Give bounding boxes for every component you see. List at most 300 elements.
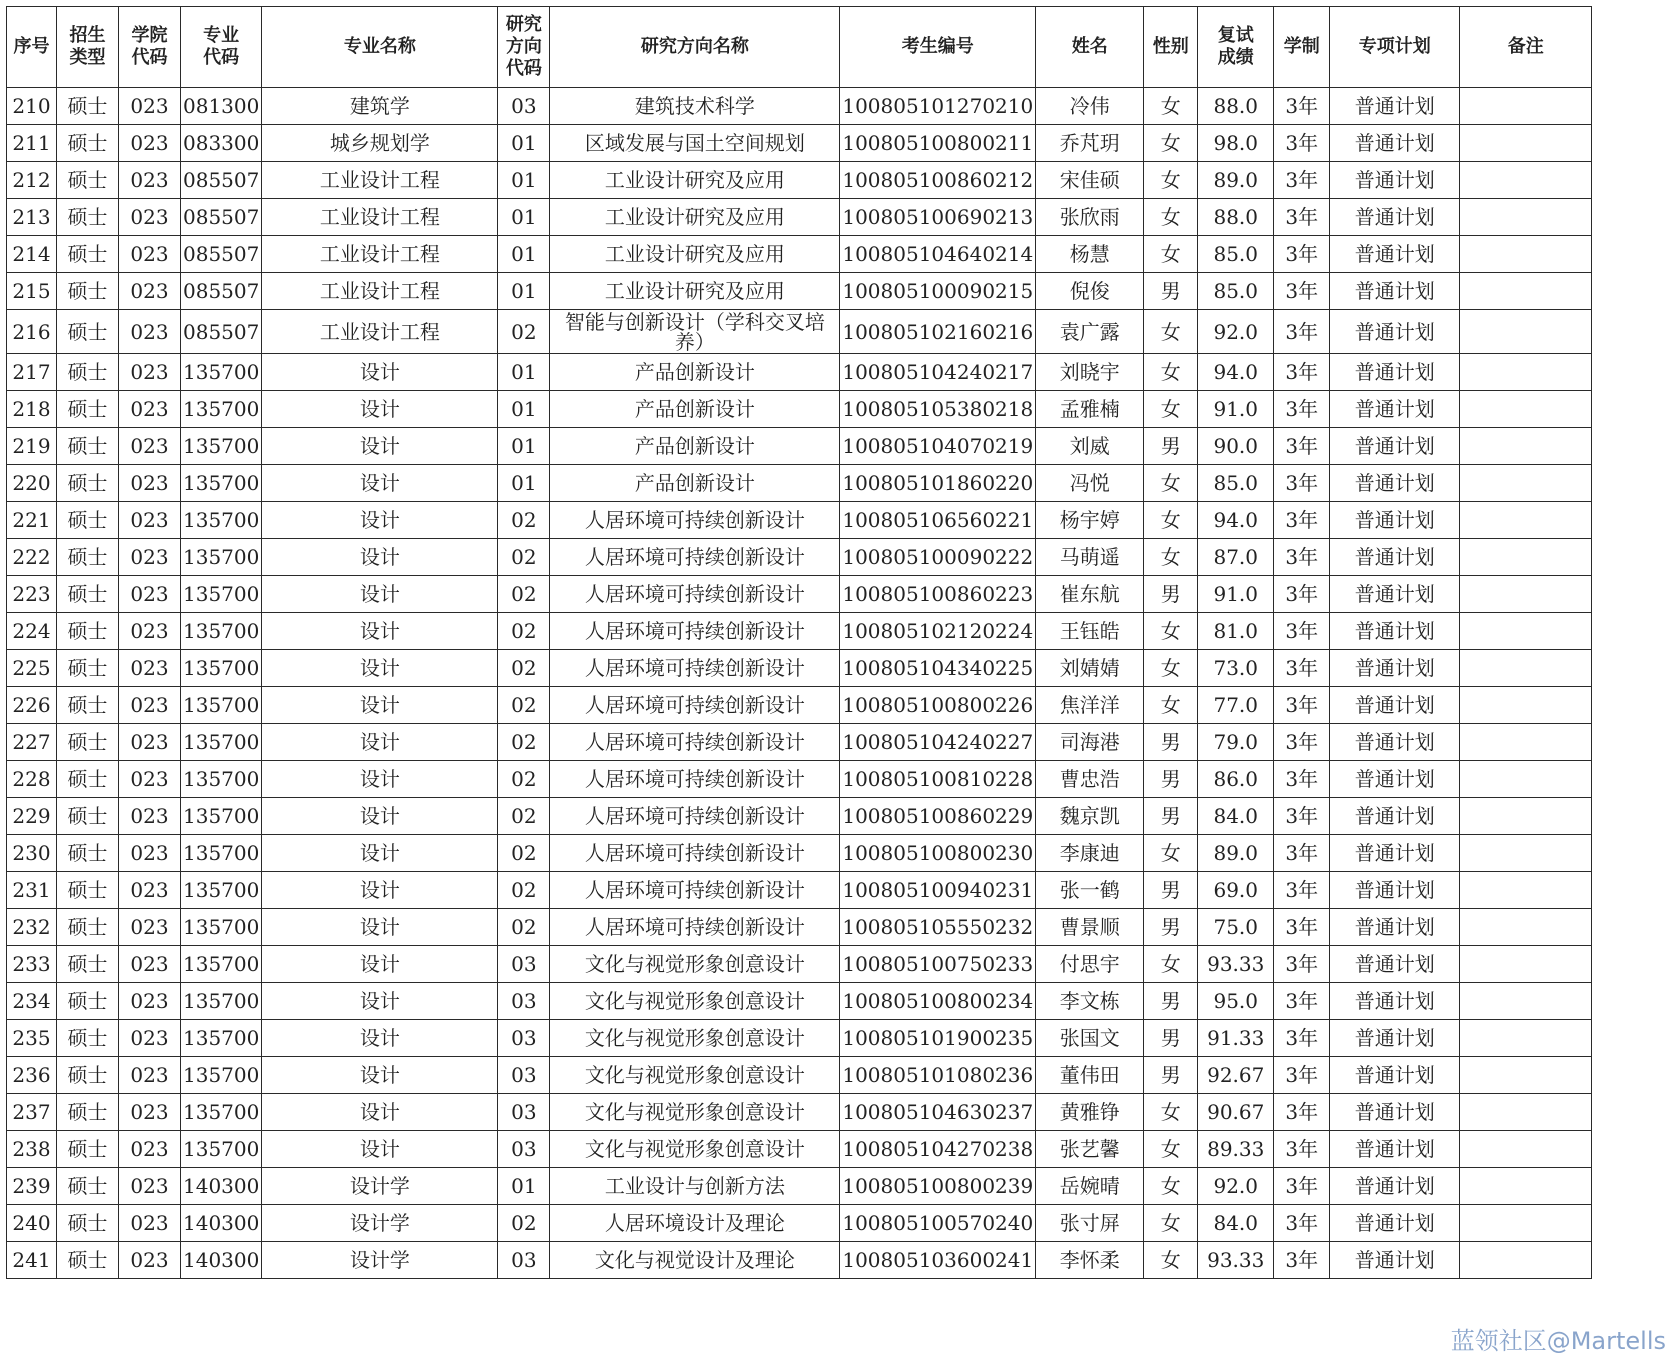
cell-remarks <box>1460 1205 1592 1242</box>
cell-name: 刘威 <box>1036 428 1144 465</box>
cell-duration: 3年 <box>1274 539 1330 576</box>
cell-special-plan: 普通计划 <box>1330 798 1460 835</box>
table-row <box>7 502 1592 539</box>
cell-major-name: 设计 <box>262 983 498 1020</box>
cell-remarks <box>1460 1131 1592 1168</box>
table-row <box>7 909 1592 946</box>
cell-enroll-type: 硕士 <box>57 909 119 946</box>
cell-retest-score: 84.0 <box>1198 798 1274 835</box>
cell-serial: 224 <box>7 613 57 650</box>
cell-duration: 3年 <box>1274 1242 1330 1279</box>
cell-enroll-type: 硕士 <box>57 162 119 199</box>
cell-special-plan: 普通计划 <box>1330 502 1460 539</box>
cell-remarks <box>1460 724 1592 761</box>
cell-remarks <box>1460 502 1592 539</box>
cell-direction-code: 01 <box>498 162 550 199</box>
cell-direction-name: 人居环境可持续创新设计 <box>550 724 840 761</box>
cell-direction-name: 工业设计研究及应用 <box>550 199 840 236</box>
cell-special-plan: 普通计划 <box>1330 465 1460 502</box>
cell-retest-score: 91.0 <box>1198 391 1274 428</box>
cell-college-code: 023 <box>119 835 181 872</box>
cell-serial: 232 <box>7 909 57 946</box>
cell-special-plan: 普通计划 <box>1330 1057 1460 1094</box>
cell-major-name: 设计 <box>262 576 498 613</box>
cell-direction-code: 02 <box>498 835 550 872</box>
cell-major-name: 设计 <box>262 502 498 539</box>
cell-remarks <box>1460 576 1592 613</box>
cell-direction-name: 工业设计研究及应用 <box>550 236 840 273</box>
cell-retest-score: 90.67 <box>1198 1094 1274 1131</box>
cell-college-code: 023 <box>119 1057 181 1094</box>
cell-direction-code: 02 <box>498 724 550 761</box>
cell-remarks <box>1460 88 1592 125</box>
cell-enroll-type: 硕士 <box>57 798 119 835</box>
table-row <box>7 983 1592 1020</box>
cell-remarks <box>1460 236 1592 273</box>
table-row <box>7 1020 1592 1057</box>
cell-major-code: 135700 <box>181 1131 262 1168</box>
cell-direction-name: 人居环境可持续创新设计 <box>550 613 840 650</box>
cell-college-code: 023 <box>119 650 181 687</box>
cell-major-code: 135700 <box>181 687 262 724</box>
cell-serial: 238 <box>7 1131 57 1168</box>
table-row <box>7 273 1592 310</box>
cell-special-plan: 普通计划 <box>1330 1131 1460 1168</box>
cell-direction-code: 01 <box>498 428 550 465</box>
cell-major-code: 135700 <box>181 465 262 502</box>
cell-enroll-type: 硕士 <box>57 1242 119 1279</box>
header-remarks: 备注 <box>1460 7 1592 88</box>
cell-duration: 3年 <box>1274 391 1330 428</box>
header-direction-code: 研究 方向 代码 <box>498 7 550 88</box>
cell-duration: 3年 <box>1274 909 1330 946</box>
cell-major-name: 工业设计工程 <box>262 199 498 236</box>
cell-gender: 女 <box>1144 1205 1198 1242</box>
cell-major-code: 135700 <box>181 835 262 872</box>
cell-name: 李文栋 <box>1036 983 1144 1020</box>
cell-major-name: 设计 <box>262 724 498 761</box>
table-row <box>7 1057 1592 1094</box>
cell-direction-name: 人居环境可持续创新设计 <box>550 576 840 613</box>
cell-name: 张欣雨 <box>1036 199 1144 236</box>
cell-duration: 3年 <box>1274 1205 1330 1242</box>
cell-enroll-type: 硕士 <box>57 761 119 798</box>
cell-special-plan: 普通计划 <box>1330 310 1460 354</box>
cell-gender: 男 <box>1144 798 1198 835</box>
cell-name: 孟雅楠 <box>1036 391 1144 428</box>
cell-candidate-id: 100805104640214 <box>840 236 1036 273</box>
cell-remarks <box>1460 465 1592 502</box>
cell-serial: 237 <box>7 1094 57 1131</box>
cell-gender: 女 <box>1144 687 1198 724</box>
cell-serial: 231 <box>7 872 57 909</box>
cell-enroll-type: 硕士 <box>57 88 119 125</box>
cell-enroll-type: 硕士 <box>57 465 119 502</box>
header-retest-score: 复试 成绩 <box>1198 7 1274 88</box>
cell-candidate-id: 100805103600241 <box>840 1242 1036 1279</box>
table-row <box>7 946 1592 983</box>
cell-retest-score: 98.0 <box>1198 125 1274 162</box>
cell-direction-name: 人居环境可持续创新设计 <box>550 502 840 539</box>
cell-college-code: 023 <box>119 236 181 273</box>
cell-enroll-type: 硕士 <box>57 502 119 539</box>
cell-retest-score: 84.0 <box>1198 1205 1274 1242</box>
cell-college-code: 023 <box>119 1020 181 1057</box>
cell-direction-name: 产品创新设计 <box>550 391 840 428</box>
cell-gender: 女 <box>1144 1094 1198 1131</box>
cell-major-code: 135700 <box>181 354 262 391</box>
cell-retest-score: 81.0 <box>1198 613 1274 650</box>
cell-retest-score: 77.0 <box>1198 687 1274 724</box>
cell-major-name: 设计学 <box>262 1168 498 1205</box>
cell-candidate-id: 100805100860212 <box>840 162 1036 199</box>
cell-candidate-id: 100805100860223 <box>840 576 1036 613</box>
cell-special-plan: 普通计划 <box>1330 199 1460 236</box>
cell-enroll-type: 硕士 <box>57 576 119 613</box>
cell-special-plan: 普通计划 <box>1330 88 1460 125</box>
cell-enroll-type: 硕士 <box>57 354 119 391</box>
cell-duration: 3年 <box>1274 1094 1330 1131</box>
cell-direction-code: 02 <box>498 872 550 909</box>
cell-major-name: 设计 <box>262 946 498 983</box>
cell-college-code: 023 <box>119 872 181 909</box>
cell-candidate-id: 100805100800239 <box>840 1168 1036 1205</box>
cell-major-code: 135700 <box>181 391 262 428</box>
cell-name: 乔芃玥 <box>1036 125 1144 162</box>
table-row <box>7 1168 1592 1205</box>
cell-major-name: 工业设计工程 <box>262 236 498 273</box>
cell-remarks <box>1460 1094 1592 1131</box>
cell-enroll-type: 硕士 <box>57 428 119 465</box>
cell-major-name: 设计 <box>262 428 498 465</box>
header-direction-name: 研究方向名称 <box>550 7 840 88</box>
cell-serial: 215 <box>7 273 57 310</box>
cell-name: 张一鹤 <box>1036 872 1144 909</box>
cell-college-code: 023 <box>119 199 181 236</box>
cell-name: 冷伟 <box>1036 88 1144 125</box>
cell-duration: 3年 <box>1274 613 1330 650</box>
cell-major-name: 设计 <box>262 687 498 724</box>
cell-direction-name: 产品创新设计 <box>550 354 840 391</box>
cell-direction-name: 建筑技术科学 <box>550 88 840 125</box>
cell-retest-score: 69.0 <box>1198 872 1274 909</box>
cell-enroll-type: 硕士 <box>57 310 119 354</box>
cell-direction-name: 文化与视觉形象创意设计 <box>550 1057 840 1094</box>
cell-enroll-type: 硕士 <box>57 391 119 428</box>
cell-candidate-id: 100805104240217 <box>840 354 1036 391</box>
cell-remarks <box>1460 199 1592 236</box>
cell-gender: 男 <box>1144 983 1198 1020</box>
cell-retest-score: 92.0 <box>1198 310 1274 354</box>
cell-candidate-id: 100805101860220 <box>840 465 1036 502</box>
cell-candidate-id: 100805101900235 <box>840 1020 1036 1057</box>
cell-enroll-type: 硕士 <box>57 125 119 162</box>
cell-duration: 3年 <box>1274 354 1330 391</box>
cell-serial: 216 <box>7 310 57 354</box>
cell-special-plan: 普通计划 <box>1330 909 1460 946</box>
cell-special-plan: 普通计划 <box>1330 687 1460 724</box>
cell-direction-name: 文化与视觉形象创意设计 <box>550 1020 840 1057</box>
cell-special-plan: 普通计划 <box>1330 576 1460 613</box>
cell-direction-name: 文化与视觉形象创意设计 <box>550 983 840 1020</box>
header-college-code: 学院 代码 <box>119 7 181 88</box>
cell-major-code: 135700 <box>181 761 262 798</box>
table-header-row <box>7 7 1592 88</box>
cell-college-code: 023 <box>119 798 181 835</box>
cell-direction-code: 02 <box>498 613 550 650</box>
cell-gender: 女 <box>1144 1242 1198 1279</box>
cell-college-code: 023 <box>119 539 181 576</box>
cell-college-code: 023 <box>119 761 181 798</box>
cell-direction-code: 02 <box>498 798 550 835</box>
cell-retest-score: 94.0 <box>1198 354 1274 391</box>
cell-enroll-type: 硕士 <box>57 613 119 650</box>
table-row <box>7 576 1592 613</box>
table-row <box>7 162 1592 199</box>
cell-major-name: 设计 <box>262 909 498 946</box>
cell-serial: 213 <box>7 199 57 236</box>
cell-college-code: 023 <box>119 724 181 761</box>
cell-gender: 男 <box>1144 273 1198 310</box>
table-row <box>7 687 1592 724</box>
cell-retest-score: 94.0 <box>1198 502 1274 539</box>
cell-direction-code: 02 <box>498 650 550 687</box>
cell-gender: 男 <box>1144 576 1198 613</box>
cell-candidate-id: 100805104340225 <box>840 650 1036 687</box>
cell-duration: 3年 <box>1274 1020 1330 1057</box>
cell-enroll-type: 硕士 <box>57 872 119 909</box>
cell-major-name: 城乡规划学 <box>262 125 498 162</box>
table-row <box>7 650 1592 687</box>
cell-special-plan: 普通计划 <box>1330 1205 1460 1242</box>
cell-special-plan: 普通计划 <box>1330 650 1460 687</box>
cell-college-code: 023 <box>119 465 181 502</box>
cell-special-plan: 普通计划 <box>1330 946 1460 983</box>
cell-direction-name: 人居环境可持续创新设计 <box>550 650 840 687</box>
cell-gender: 男 <box>1144 724 1198 761</box>
cell-remarks <box>1460 1057 1592 1094</box>
cell-gender: 女 <box>1144 391 1198 428</box>
cell-gender: 女 <box>1144 88 1198 125</box>
cell-retest-score: 92.67 <box>1198 1057 1274 1094</box>
cell-gender: 男 <box>1144 872 1198 909</box>
cell-college-code: 023 <box>119 687 181 724</box>
cell-gender: 女 <box>1144 236 1198 273</box>
cell-duration: 3年 <box>1274 1168 1330 1205</box>
cell-college-code: 023 <box>119 1242 181 1279</box>
cell-retest-score: 86.0 <box>1198 761 1274 798</box>
cell-major-name: 设计 <box>262 835 498 872</box>
cell-duration: 3年 <box>1274 310 1330 354</box>
cell-college-code: 023 <box>119 502 181 539</box>
cell-serial: 223 <box>7 576 57 613</box>
cell-gender: 女 <box>1144 125 1198 162</box>
cell-direction-code: 02 <box>498 310 550 354</box>
watermark: 蓝领社区@Martells <box>1450 1327 1666 1355</box>
cell-remarks <box>1460 391 1592 428</box>
cell-serial: 218 <box>7 391 57 428</box>
cell-direction-code: 03 <box>498 1094 550 1131</box>
cell-name: 宋佳硕 <box>1036 162 1144 199</box>
cell-remarks <box>1460 1020 1592 1057</box>
cell-name: 刘晓宇 <box>1036 354 1144 391</box>
cell-major-code: 085507 <box>181 273 262 310</box>
cell-special-plan: 普通计划 <box>1330 761 1460 798</box>
cell-special-plan: 普通计划 <box>1330 1020 1460 1057</box>
cell-serial: 239 <box>7 1168 57 1205</box>
cell-direction-name: 人居环境可持续创新设计 <box>550 687 840 724</box>
cell-major-name: 设计 <box>262 354 498 391</box>
cell-major-name: 设计 <box>262 1057 498 1094</box>
cell-name: 岳婉晴 <box>1036 1168 1144 1205</box>
cell-college-code: 023 <box>119 1205 181 1242</box>
table-row <box>7 310 1592 354</box>
cell-direction-code: 01 <box>498 125 550 162</box>
cell-duration: 3年 <box>1274 872 1330 909</box>
table-body <box>7 88 1592 1279</box>
cell-direction-code: 01 <box>498 391 550 428</box>
cell-duration: 3年 <box>1274 465 1330 502</box>
cell-special-plan: 普通计划 <box>1330 354 1460 391</box>
cell-major-name: 工业设计工程 <box>262 273 498 310</box>
cell-major-code: 135700 <box>181 650 262 687</box>
cell-remarks <box>1460 162 1592 199</box>
cell-major-code: 135700 <box>181 872 262 909</box>
cell-major-name: 设计学 <box>262 1242 498 1279</box>
cell-college-code: 023 <box>119 1131 181 1168</box>
cell-gender: 女 <box>1144 162 1198 199</box>
cell-gender: 女 <box>1144 613 1198 650</box>
cell-retest-score: 93.33 <box>1198 946 1274 983</box>
cell-candidate-id: 100805106560221 <box>840 502 1036 539</box>
cell-remarks <box>1460 946 1592 983</box>
cell-direction-code: 02 <box>498 1205 550 1242</box>
cell-name: 张艺馨 <box>1036 1131 1144 1168</box>
table-row <box>7 1094 1592 1131</box>
table-row <box>7 613 1592 650</box>
table-row <box>7 1205 1592 1242</box>
cell-direction-name: 人居环境可持续创新设计 <box>550 761 840 798</box>
cell-major-name: 设计 <box>262 761 498 798</box>
cell-remarks <box>1460 613 1592 650</box>
cell-special-plan: 普通计划 <box>1330 1168 1460 1205</box>
cell-name: 黄雅铮 <box>1036 1094 1144 1131</box>
cell-major-code: 135700 <box>181 576 262 613</box>
cell-special-plan: 普通计划 <box>1330 613 1460 650</box>
cell-serial: 222 <box>7 539 57 576</box>
cell-candidate-id: 100805101270210 <box>840 88 1036 125</box>
cell-college-code: 023 <box>119 310 181 354</box>
cell-major-code: 135700 <box>181 613 262 650</box>
cell-remarks <box>1460 835 1592 872</box>
cell-direction-name: 人居环境可持续创新设计 <box>550 872 840 909</box>
cell-serial: 240 <box>7 1205 57 1242</box>
cell-special-plan: 普通计划 <box>1330 162 1460 199</box>
cell-enroll-type: 硕士 <box>57 724 119 761</box>
table-row <box>7 1131 1592 1168</box>
cell-direction-name: 人居环境可持续创新设计 <box>550 539 840 576</box>
cell-direction-code: 03 <box>498 88 550 125</box>
cell-retest-score: 91.33 <box>1198 1020 1274 1057</box>
cell-serial: 226 <box>7 687 57 724</box>
cell-direction-name: 工业设计研究及应用 <box>550 162 840 199</box>
cell-remarks <box>1460 539 1592 576</box>
cell-candidate-id: 100805104070219 <box>840 428 1036 465</box>
cell-college-code: 023 <box>119 576 181 613</box>
cell-candidate-id: 100805102120224 <box>840 613 1036 650</box>
cell-special-plan: 普通计划 <box>1330 872 1460 909</box>
cell-retest-score: 90.0 <box>1198 428 1274 465</box>
cell-name: 杨慧 <box>1036 236 1144 273</box>
header-candidate-id: 考生编号 <box>840 7 1036 88</box>
table-row <box>7 125 1592 162</box>
cell-retest-score: 79.0 <box>1198 724 1274 761</box>
cell-direction-code: 03 <box>498 1131 550 1168</box>
cell-enroll-type: 硕士 <box>57 236 119 273</box>
cell-duration: 3年 <box>1274 125 1330 162</box>
cell-name: 张寸屏 <box>1036 1205 1144 1242</box>
cell-candidate-id: 100805105380218 <box>840 391 1036 428</box>
cell-special-plan: 普通计划 <box>1330 236 1460 273</box>
cell-gender: 男 <box>1144 1057 1198 1094</box>
cell-enroll-type: 硕士 <box>57 946 119 983</box>
cell-gender: 女 <box>1144 354 1198 391</box>
cell-serial: 220 <box>7 465 57 502</box>
cell-direction-name: 产品创新设计 <box>550 465 840 502</box>
cell-enroll-type: 硕士 <box>57 650 119 687</box>
cell-gender: 女 <box>1144 502 1198 539</box>
cell-college-code: 023 <box>119 946 181 983</box>
cell-serial: 241 <box>7 1242 57 1279</box>
cell-major-name: 工业设计工程 <box>262 162 498 199</box>
cell-major-name: 设计 <box>262 1094 498 1131</box>
cell-direction-name: 人居环境可持续创新设计 <box>550 909 840 946</box>
cell-major-name: 建筑学 <box>262 88 498 125</box>
cell-remarks <box>1460 687 1592 724</box>
cell-retest-score: 95.0 <box>1198 983 1274 1020</box>
cell-major-code: 140300 <box>181 1205 262 1242</box>
cell-retest-score: 85.0 <box>1198 236 1274 273</box>
cell-name: 司海港 <box>1036 724 1144 761</box>
cell-college-code: 023 <box>119 391 181 428</box>
cell-enroll-type: 硕士 <box>57 539 119 576</box>
cell-special-plan: 普通计划 <box>1330 391 1460 428</box>
cell-enroll-type: 硕士 <box>57 273 119 310</box>
cell-major-code: 135700 <box>181 909 262 946</box>
cell-duration: 3年 <box>1274 946 1330 983</box>
cell-duration: 3年 <box>1274 687 1330 724</box>
header-special-plan: 专项计划 <box>1330 7 1460 88</box>
cell-enroll-type: 硕士 <box>57 1131 119 1168</box>
cell-direction-name: 文化与视觉形象创意设计 <box>550 946 840 983</box>
cell-major-code: 135700 <box>181 502 262 539</box>
cell-serial: 228 <box>7 761 57 798</box>
cell-serial: 227 <box>7 724 57 761</box>
cell-college-code: 023 <box>119 354 181 391</box>
cell-major-name: 设计 <box>262 465 498 502</box>
cell-gender: 男 <box>1144 761 1198 798</box>
cell-major-code: 085507 <box>181 236 262 273</box>
cell-gender: 女 <box>1144 199 1198 236</box>
cell-college-code: 023 <box>119 162 181 199</box>
table-row <box>7 872 1592 909</box>
cell-major-name: 设计 <box>262 798 498 835</box>
cell-major-name: 设计 <box>262 1020 498 1057</box>
cell-serial: 234 <box>7 983 57 1020</box>
cell-duration: 3年 <box>1274 199 1330 236</box>
cell-special-plan: 普通计划 <box>1330 125 1460 162</box>
cell-remarks <box>1460 428 1592 465</box>
